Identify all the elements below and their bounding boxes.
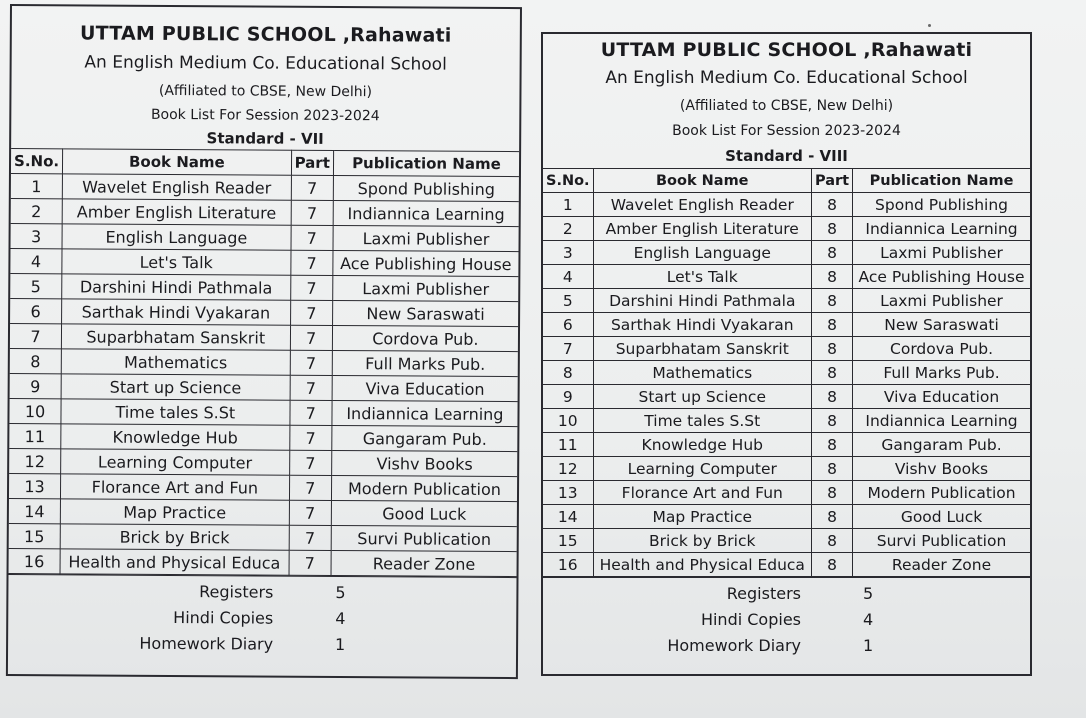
cell-book-name: Time tales S.St <box>61 399 290 425</box>
cell-sno: 5 <box>543 289 593 313</box>
cell-sno: 3 <box>11 224 63 249</box>
cell-publication: Cordova Pub. <box>332 325 518 351</box>
cell-book-name: Suparbhatam Sanskrit <box>61 324 290 350</box>
cell-book-name: Brick by Brick <box>593 529 811 553</box>
table-header-row <box>11 149 519 177</box>
cell-part: 7 <box>289 475 331 500</box>
cell-sno: 9 <box>543 385 593 409</box>
cell-book-name: Amber English Literature <box>62 199 291 225</box>
cell-book-name: Time tales S.St <box>593 409 811 433</box>
table-row <box>543 313 1030 337</box>
cell-sno: 15 <box>543 529 593 553</box>
extra-item-label: Homework Diary <box>667 635 801 655</box>
cell-book-name: Amber English Literature <box>593 217 811 241</box>
paper-speck <box>928 24 931 27</box>
cell-book-name: Health and Physical Educa <box>593 553 811 577</box>
cell-publication: Indiannica Learning <box>853 217 1030 241</box>
school-name: UTTAM PUBLIC SCHOOL ,Rahawati <box>80 22 452 47</box>
cell-publication: Indiannica Learning <box>332 400 518 426</box>
cell-part: 8 <box>811 433 852 457</box>
cell-publication: Vishv Books <box>331 450 517 476</box>
book-list-standard-viii <box>541 32 1032 676</box>
table-row <box>543 289 1030 313</box>
cell-sno: 14 <box>543 505 593 529</box>
cell-publication: Reader Zone <box>331 550 517 576</box>
table-row <box>543 433 1030 457</box>
cell-sno: 13 <box>9 474 61 499</box>
cell-publication: Spond Publishing <box>853 193 1030 217</box>
cell-book-name: English Language <box>593 241 811 265</box>
header-book-name: Book Name <box>593 169 811 193</box>
cell-sno: 5 <box>10 274 62 299</box>
extras-list <box>543 577 1030 658</box>
cell-sno: 7 <box>543 337 593 361</box>
table-row <box>10 374 518 402</box>
cell-book-name: Suparbhatam Sanskrit <box>593 337 811 361</box>
cell-sno: 4 <box>10 249 62 274</box>
cell-book-name: Learning Computer <box>593 457 811 481</box>
cell-sno: 7 <box>10 324 62 349</box>
table-row <box>9 499 517 527</box>
extra-item <box>543 606 1030 632</box>
table-row <box>543 481 1030 505</box>
cell-book-name: Knowledge Hub <box>593 433 811 457</box>
cell-publication: Indiannica Learning <box>333 200 519 226</box>
cell-sno: 6 <box>543 313 593 337</box>
extras-list <box>8 574 516 658</box>
cell-publication: Laxmi Publisher <box>853 241 1030 265</box>
sheet-header <box>543 34 1030 168</box>
table-row <box>9 549 517 577</box>
header-part: Part <box>291 150 333 175</box>
cell-book-name: Sarthak Hindi Vyakaran <box>593 313 811 337</box>
cell-book-name: Mathematics <box>593 361 811 385</box>
table-row <box>543 337 1030 361</box>
cell-part: 7 <box>289 550 331 575</box>
table-row <box>10 274 518 302</box>
cell-part: 8 <box>811 265 852 289</box>
cell-sno: 8 <box>10 349 62 374</box>
header-publication: Publication Name <box>853 169 1030 193</box>
header-sno: S.No. <box>11 149 63 174</box>
extra-item-count: 1 <box>863 635 874 655</box>
cell-sno: 2 <box>11 199 63 224</box>
cell-part: 7 <box>289 425 331 450</box>
cell-sno: 6 <box>10 299 62 324</box>
extra-item-label: Hindi Copies <box>173 607 274 628</box>
cell-publication: Full Marks Pub. <box>332 350 518 376</box>
book-table-body <box>9 174 519 577</box>
cell-part: 8 <box>811 505 852 529</box>
cell-book-name: Florance Art and Fun <box>61 474 290 500</box>
extra-item-count: 5 <box>335 582 346 602</box>
cell-part: 8 <box>811 385 852 409</box>
extra-item-label: Registers <box>199 581 274 602</box>
cell-book-name: Start up Science <box>61 374 290 400</box>
cell-sno: 1 <box>543 193 593 217</box>
cell-sno: 11 <box>9 424 61 449</box>
cell-part: 8 <box>811 313 852 337</box>
cell-book-name: Let's Talk <box>593 265 811 289</box>
cell-book-name: Darshini Hindi Pathmala <box>62 274 291 300</box>
cell-publication: Viva Education <box>332 375 518 401</box>
extra-item-count: 4 <box>863 609 874 629</box>
table-row <box>543 361 1030 385</box>
cell-part: 7 <box>290 400 332 425</box>
cell-part: 8 <box>811 457 852 481</box>
book-table-body <box>543 193 1030 577</box>
cell-part: 8 <box>811 553 852 577</box>
cell-book-name: Mathematics <box>61 349 290 375</box>
cell-book-name: Florance Art and Fun <box>593 481 811 505</box>
cell-publication: Laxmi Publisher <box>333 225 519 251</box>
table-row <box>543 457 1030 481</box>
table-row <box>11 174 519 202</box>
extra-item-count: 4 <box>335 608 346 628</box>
table-row <box>9 524 517 552</box>
cell-part: 7 <box>289 450 331 475</box>
cell-part: 7 <box>290 375 332 400</box>
cell-part: 8 <box>811 241 852 265</box>
cell-part: 7 <box>290 325 332 350</box>
table-row <box>9 474 517 502</box>
cell-publication: Cordova Pub. <box>853 337 1030 361</box>
header-publication: Publication Name <box>333 150 519 176</box>
standard-title: Standard - VII <box>206 129 324 148</box>
table-row <box>9 449 517 477</box>
cell-part: 7 <box>290 350 332 375</box>
cell-book-name: Map Practice <box>593 505 811 529</box>
standard-title: Standard - VIII <box>725 147 848 165</box>
cell-publication: Modern Publication <box>331 475 517 501</box>
cell-sno: 10 <box>9 399 61 424</box>
cell-sno: 14 <box>9 499 61 524</box>
cell-publication: Good Luck <box>853 505 1030 529</box>
school-tagline: An English Medium Co. Educational School <box>84 52 447 75</box>
cell-part: 7 <box>289 500 331 525</box>
cell-book-name: Let's Talk <box>62 249 291 275</box>
cell-sno: 12 <box>9 449 61 474</box>
cell-part: 8 <box>811 217 852 241</box>
table-row <box>543 529 1030 553</box>
cell-part: 8 <box>811 193 852 217</box>
cell-sno: 3 <box>543 241 593 265</box>
extra-item-label: Hindi Copies <box>700 609 801 629</box>
cell-sno: 4 <box>543 265 593 289</box>
cell-publication: Indiannica Learning <box>853 409 1030 433</box>
book-table <box>9 148 520 577</box>
cell-publication: Modern Publication <box>853 481 1030 505</box>
cell-book-name: Knowledge Hub <box>61 424 290 450</box>
cell-part: 7 <box>291 175 333 200</box>
book-list-standard-vii <box>6 4 522 679</box>
cell-part: 8 <box>811 289 852 313</box>
cell-book-name: Darshini Hindi Pathmala <box>593 289 811 313</box>
cell-part: 8 <box>811 337 852 361</box>
table-row <box>543 385 1030 409</box>
cell-part: 8 <box>811 481 852 505</box>
cell-publication: Ace Publishing House <box>853 265 1030 289</box>
cell-book-name: Health and Physical Educa <box>60 549 289 575</box>
cell-publication: Vishv Books <box>853 457 1030 481</box>
cell-book-name: Sarthak Hindi Vyakaran <box>62 299 291 325</box>
extra-item <box>8 603 516 632</box>
cell-part: 7 <box>289 525 331 550</box>
cell-part: 8 <box>811 409 852 433</box>
table-row <box>543 505 1030 529</box>
cell-publication: Viva Education <box>853 385 1030 409</box>
session-title: Book List For Session 2023-2024 <box>150 106 380 125</box>
table-row <box>11 199 519 227</box>
affiliation: (Affiliated to CBSE, New Delhi) <box>679 98 894 114</box>
cell-sno: 9 <box>10 374 62 399</box>
table-row <box>10 349 518 377</box>
table-row <box>543 409 1030 433</box>
cell-publication: Gangaram Pub. <box>332 425 518 451</box>
extra-item-count: 1 <box>335 634 346 654</box>
cell-book-name: Learning Computer <box>61 449 290 475</box>
cell-part: 8 <box>811 361 852 385</box>
extra-item <box>543 580 1030 606</box>
cell-part: 7 <box>290 300 332 325</box>
header-book-name: Book Name <box>63 149 292 175</box>
cell-part: 7 <box>290 275 332 300</box>
cell-sno: 10 <box>543 409 593 433</box>
extra-item-label: Homework Diary <box>139 633 274 654</box>
table-row <box>9 399 517 427</box>
table-row <box>9 424 517 452</box>
cell-sno: 13 <box>543 481 593 505</box>
cell-publication: Full Marks Pub. <box>853 361 1030 385</box>
cell-publication: Reader Zone <box>853 553 1030 577</box>
table-row <box>543 217 1030 241</box>
table-row <box>543 265 1030 289</box>
cell-sno: 2 <box>543 217 593 241</box>
table-header-row <box>543 169 1030 193</box>
cell-sno: 12 <box>543 457 593 481</box>
cell-publication: Survi Publication <box>853 529 1030 553</box>
school-tagline: An English Medium Co. Educational School <box>605 68 968 88</box>
cell-part: 7 <box>291 225 333 250</box>
cell-part: 7 <box>290 250 332 275</box>
header-part: Part <box>811 169 852 193</box>
cell-publication: Laxmi Publisher <box>333 275 519 301</box>
cell-publication: Laxmi Publisher <box>853 289 1030 313</box>
session-title: Book List For Session 2023-2024 <box>672 123 901 139</box>
table-row <box>10 249 518 277</box>
extra-item <box>543 632 1030 658</box>
cell-book-name: Wavelet English Reader <box>62 174 291 200</box>
cell-publication: New Saraswati <box>853 313 1030 337</box>
cell-publication: Gangaram Pub. <box>853 433 1030 457</box>
cell-publication: Spond Publishing <box>333 175 519 201</box>
affiliation: (Affiliated to CBSE, New Delhi) <box>158 82 373 101</box>
cell-book-name: English Language <box>62 224 291 250</box>
table-row <box>10 299 518 327</box>
cell-sno: 11 <box>543 433 593 457</box>
cell-book-name: Wavelet English Reader <box>593 193 811 217</box>
cell-sno: 1 <box>11 174 63 199</box>
table-row <box>10 324 518 352</box>
cell-publication: Good Luck <box>331 500 517 526</box>
cell-book-name: Map Practice <box>60 499 289 525</box>
cell-sno: 16 <box>9 549 61 574</box>
header-sno: S.No. <box>543 169 593 193</box>
cell-sno: 15 <box>9 524 61 549</box>
cell-book-name: Brick by Brick <box>60 524 289 550</box>
cell-sno: 16 <box>543 553 593 577</box>
table-row <box>11 224 519 252</box>
cell-book-name: Start up Science <box>593 385 811 409</box>
cell-sno: 8 <box>543 361 593 385</box>
cell-publication: Ace Publishing House <box>333 250 519 276</box>
extra-item <box>8 629 516 658</box>
extra-item <box>8 577 516 606</box>
school-name: UTTAM PUBLIC SCHOOL ,Rahawati <box>600 39 973 61</box>
table-row <box>543 241 1030 265</box>
sheet-header <box>11 6 520 151</box>
cell-part: 8 <box>811 529 852 553</box>
cell-publication: Survi Publication <box>331 525 517 551</box>
table-row <box>543 193 1030 217</box>
extra-item-label: Registers <box>726 583 801 603</box>
cell-part: 7 <box>291 200 333 225</box>
table-row <box>543 553 1030 577</box>
book-table <box>543 168 1030 577</box>
extra-item-count: 5 <box>863 583 874 603</box>
cell-publication: New Saraswati <box>332 300 518 326</box>
